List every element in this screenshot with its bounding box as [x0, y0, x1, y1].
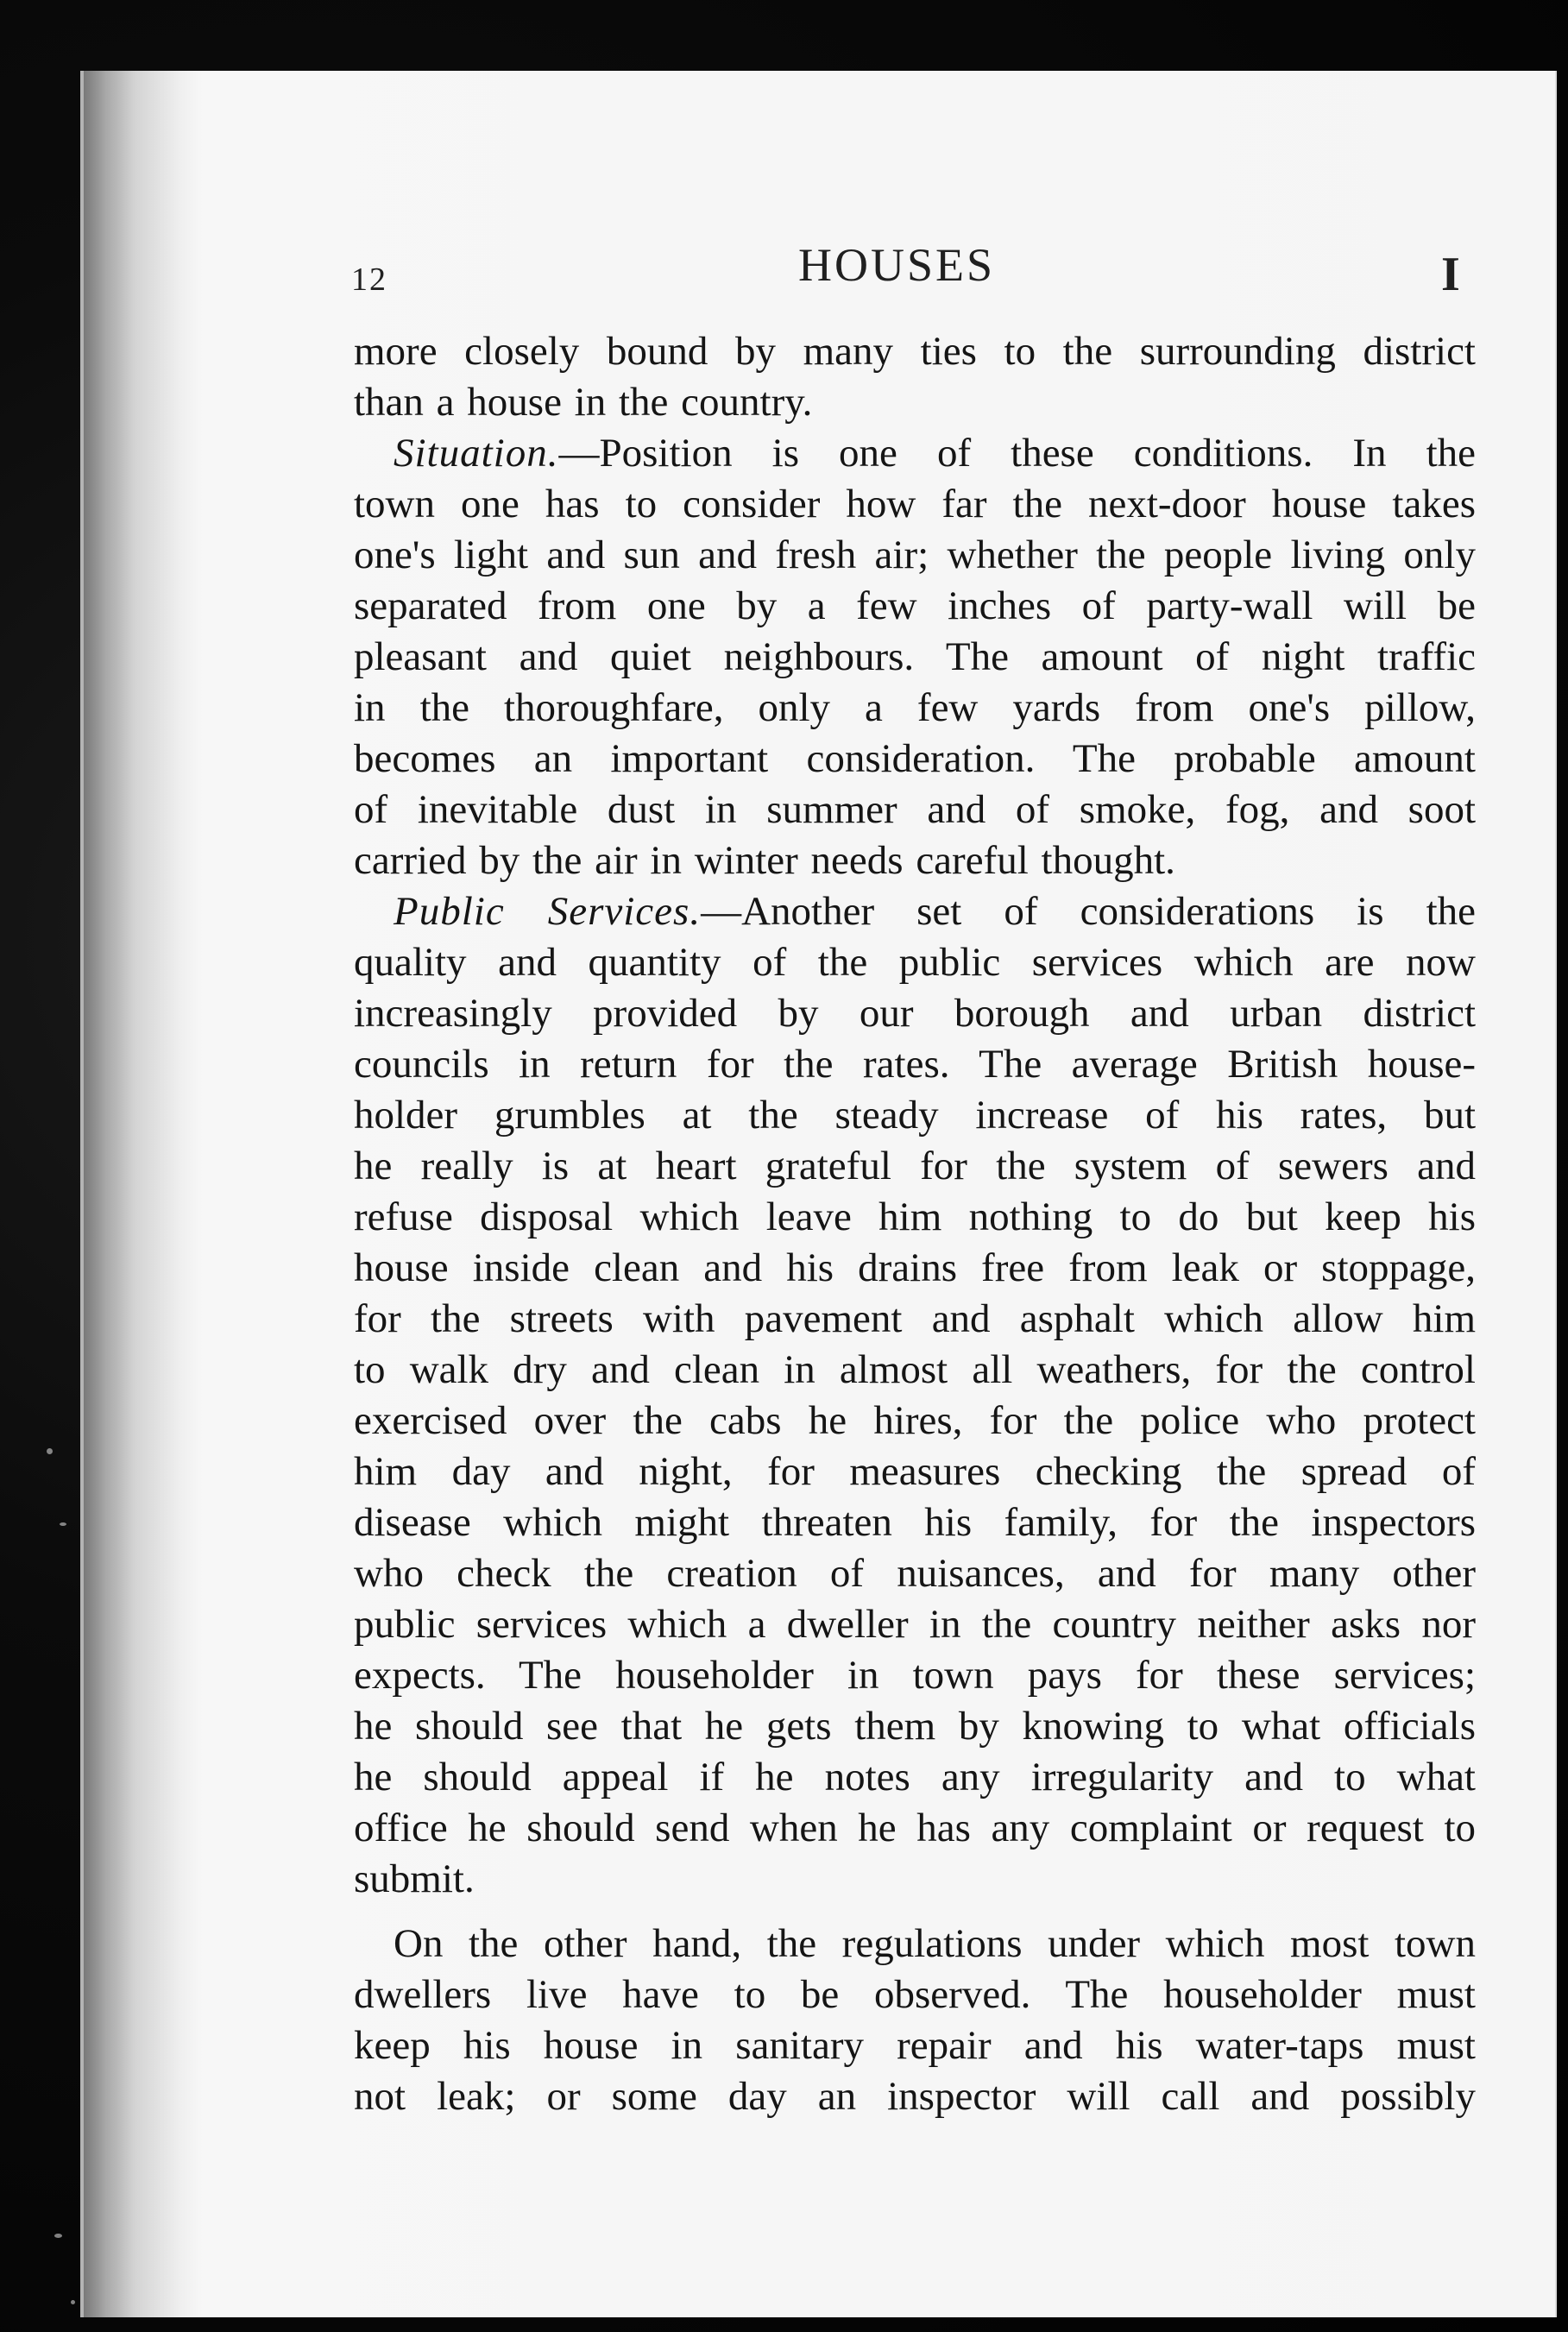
text-line: disease which might threaten his family, for the inspectors: [354, 1500, 1476, 1545]
text-line: of inevitable dust in summer and of smoke, fog, and soot: [354, 787, 1476, 832]
text-line: in the thoroughfare, only a few yards from one's pillow,: [354, 685, 1476, 730]
dust-speck: [47, 1448, 53, 1454]
text-line: more closely bound by many ties to the surrounding district: [354, 329, 1476, 374]
book-page: [80, 71, 1557, 2317]
text-line: who check the creation of nuisances, and for many other: [354, 1551, 1476, 1596]
paragraph-gap: [354, 1905, 1476, 1919]
text-line: dwellers live have to be observed. The householder must: [354, 1972, 1476, 2017]
text-line: holder grumbles at the steady increase of his rates, but: [354, 1093, 1476, 1138]
text-line: public services which a dweller in the country neither asks nor: [354, 1602, 1476, 1647]
text-line: house inside clean and his drains free from leak or stoppage,: [354, 1245, 1476, 1290]
text-line: keep his house in sanitary repair and his water-taps must: [354, 2023, 1476, 2068]
text-line: office he should send when he has any complaint or request to: [354, 1806, 1476, 1850]
text-line: expects. The householder in town pays for these services;: [354, 1653, 1476, 1698]
text-line: becomes an important consideration. The probable amount: [354, 736, 1476, 781]
section-heading: Situation.: [394, 431, 559, 476]
text-line: he should see that he gets them by knowing to what officials: [354, 1704, 1476, 1749]
text-line: him day and night, for measures checking the spread of: [354, 1449, 1476, 1494]
text-line: one's light and sun and fresh air; whether the people living only: [354, 533, 1476, 577]
text-line: town one has to consider how far the next-door house takes: [354, 482, 1476, 526]
dust-speck: [60, 1522, 66, 1526]
text-line: increasingly provided by our borough and urban district: [354, 991, 1476, 1036]
text-line: exercised over the cabs he hires, for the police who protect: [354, 1398, 1476, 1443]
paragraph-situation: [354, 428, 1476, 886]
paragraph-regulations: [354, 1919, 1476, 2122]
text-line: quality and quantity of the public services which are now: [354, 940, 1476, 985]
binding-shadow: [84, 71, 203, 2317]
text-line: pleasant and quiet neighbours. The amount of night traffic: [354, 634, 1476, 679]
paragraph-lead-text: —Another set of considerations is the: [701, 889, 1476, 934]
paragraph-lead-text: —Position is one of these conditions. In the: [558, 431, 1476, 476]
text-line: he really is at heart grateful for the system of sewers and: [354, 1144, 1476, 1188]
page-number: 12: [351, 262, 387, 298]
text-line: to walk dry and clean in almost all weathers, for the control: [354, 1347, 1476, 1392]
paragraph-first-line: [354, 428, 1476, 479]
dust-speck: [54, 2234, 62, 2238]
text-line: than a house in the country.: [354, 380, 813, 425]
paragraph-public-services: [354, 886, 1476, 1905]
paragraph-continuation: [354, 326, 1476, 428]
text-line: he should appeal if he notes any irregularity and to what: [354, 1755, 1476, 1799]
text-line: carried by the air in winter needs careful thought.: [354, 838, 1175, 883]
chapter-number: I: [1441, 248, 1460, 301]
text-line: On the other hand, the regulations under which most town: [394, 1921, 1476, 1966]
paragraph-first-line: [354, 886, 1476, 937]
body-text: [354, 326, 1476, 2122]
text-line: not leak; or some day an inspector will call and possibly: [354, 2074, 1476, 2119]
text-line: for the streets with pavement and asphalt which allow him: [354, 1296, 1476, 1341]
dust-speck: [71, 2300, 75, 2304]
text-line: councils in return for the rates. The average British house-: [354, 1042, 1476, 1087]
text-line: refuse disposal which leave him nothing to do but keep his: [354, 1194, 1476, 1239]
section-heading: Public Services.: [394, 889, 702, 934]
text-line: submit.: [354, 1856, 475, 1901]
running-header: [84, 223, 1557, 300]
running-title: HOUSES: [798, 239, 996, 291]
text-line: separated from one by a few inches of party-wall will be: [354, 583, 1476, 628]
